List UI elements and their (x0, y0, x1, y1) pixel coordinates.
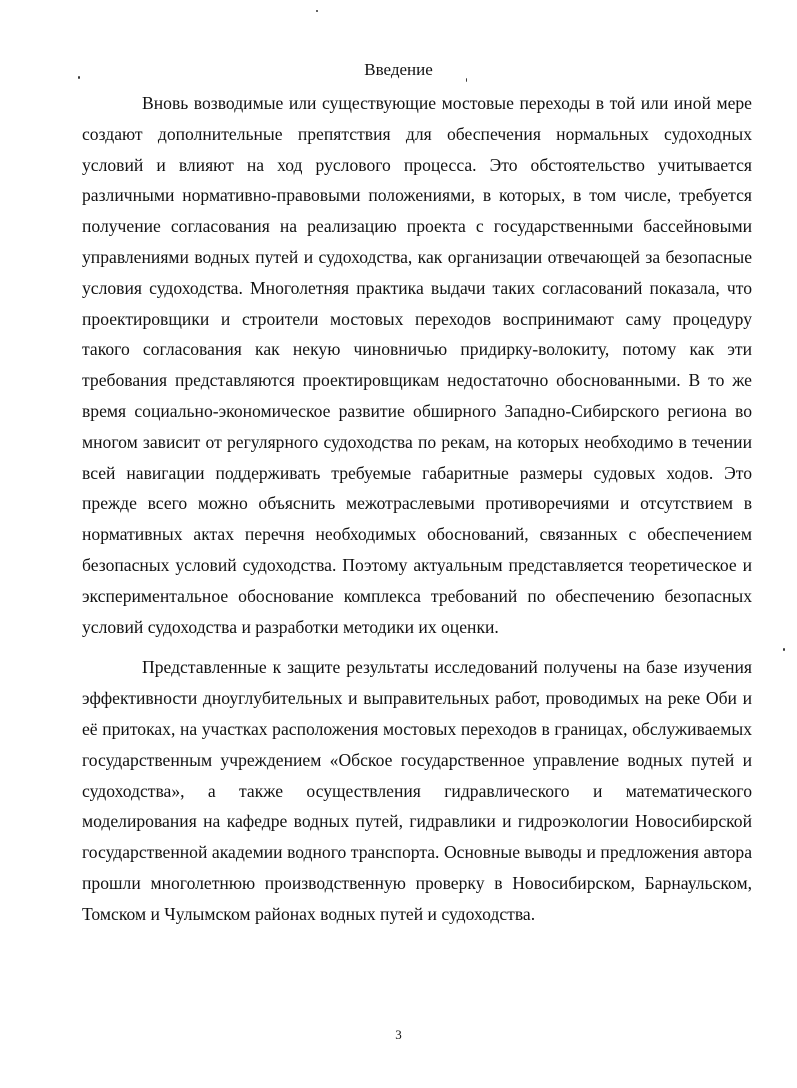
paragraph: Вновь возводимые или существующие мостовые переходы в той или иной мере создают дополнительные препятствия для обеспечения нормальных судоходных условий и влияют на ход руслового процесса. Это обстоятельство учитывается различными нормативно-правовыми положениями, в которых, в том числе, требуется получение согласования на реализацию проекта с государственными бассейновыми управлениями водных путей и судоходства, как организации отвечающей за безопасные условия судоходства. Многолетняя практика выдачи таких согласований показала, что проектировщики и строители мостовых переходов воспринимают саму процедуру такого согласования как некую чиновничью придирку-волокиту, потому как эти требования представляются проектировщикам недостаточно обоснованными. В то же время социально-экономическое развитие обширного Западно-Сибирского региона во многом зависит от регулярного судоходства по рекам, на которых необходимо в течении всей навигации поддерживать требуемые габаритные размеры судовых ходов. Это прежде всего можно объяснить межотраслевыми противоречиями и отсутствием в нормативных актах перечня необходимых обоснований, связанных с обеспечением безопасных условий судоходства. Поэтому актуальным представляется теоретическое и экспериментальное обоснование комплекса требований по обеспечению безопасных условий судоходства и разработки методики их оценки. (82, 93, 752, 637)
scan-speck (316, 10, 318, 12)
scan-speck (783, 648, 785, 651)
body-text (82, 88, 752, 930)
section-heading: Введение (364, 60, 433, 79)
page-number: 3 (395, 1027, 402, 1042)
paragraph: Представленные к защите результаты исследований получены на базе изучения эффективности дноуглубительных и выправительных работ, проводимых на реке Оби и её притоках, на участках расположения мостовых переходов в границах, обслуживаемых государственным учреждением «Обское государственное управление водных путей и судоходства», а также осуществления гидравлического и математического моделирования на кафедре водных путей, гидравлики и гидроэкологии Новосибирской государственной академии водного транспорта. Основные выводы и предложения автора прошли многолетнюю производственную проверку в Новосибирском, Барнаульском, Томском и Чулымском районах водных путей и судоходства. (82, 657, 752, 924)
